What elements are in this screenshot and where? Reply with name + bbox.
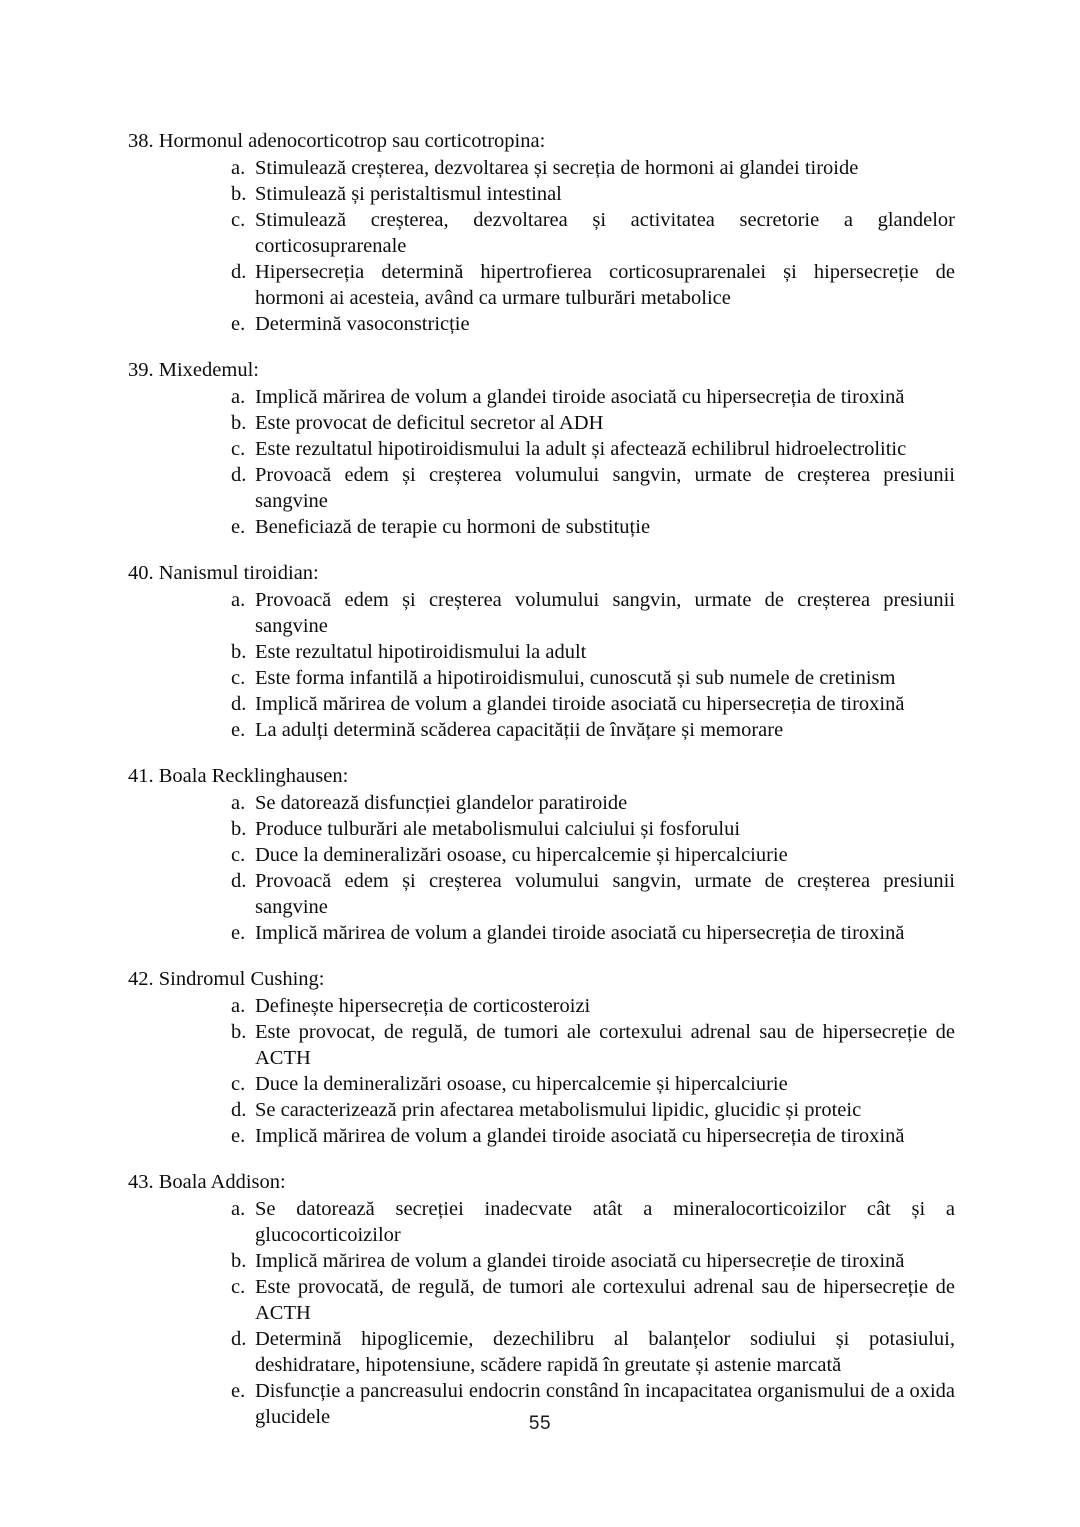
question-number: 40.	[128, 562, 154, 584]
question-number: 38.	[128, 130, 154, 152]
option-text: Determină hipoglicemie, dezechilibru al balanțelor sodiului și potasiului, deshidratare, hipotensiune, scădere rapidă în greutate și astenie marcată	[255, 1328, 955, 1376]
option-marker: d.	[231, 464, 247, 486]
answer-option[interactable]	[128, 993, 955, 1019]
question-block	[128, 763, 955, 946]
option-marker: b.	[231, 818, 247, 840]
option-text: Este provocat, de regulă, de tumori ale cortexului adrenal sau de hipersecreție de ACTH	[255, 1021, 955, 1069]
answer-option[interactable]	[128, 1097, 955, 1123]
answer-option[interactable]	[128, 790, 955, 816]
option-marker: e.	[231, 313, 246, 335]
question-text: Boala Recklinghausen:	[158, 765, 349, 787]
question-text: Nanismul tiroidian:	[158, 562, 319, 584]
option-marker: c.	[231, 1073, 246, 1095]
answer-options	[128, 384, 955, 540]
option-text: Determină vasoconstricție	[255, 313, 470, 335]
option-marker: d.	[231, 693, 247, 715]
question-number: 42.	[128, 968, 154, 990]
answer-option[interactable]	[128, 816, 955, 842]
answer-option[interactable]	[128, 1248, 955, 1274]
option-marker: a.	[231, 995, 246, 1017]
answer-option[interactable]	[128, 259, 955, 311]
option-text: Implică mărirea de volum a glandei tiroide asociată cu hipersecreția de tiroxină	[255, 1125, 905, 1147]
answer-option[interactable]	[128, 311, 955, 337]
question-stem	[128, 966, 955, 992]
option-marker: a.	[231, 157, 246, 179]
option-text: Implică mărirea de volum a glandei tiroide asociată cu hipersecreția de tiroxină	[255, 386, 905, 408]
option-text: Stimulează și peristaltismul intestinal	[255, 183, 562, 205]
answer-option[interactable]	[128, 868, 955, 920]
option-marker: b.	[231, 641, 247, 663]
question-text: Mixedemul:	[158, 359, 259, 381]
option-text: Definește hipersecreția de corticosteroizi	[255, 995, 591, 1017]
option-text: Implică mărirea de volum a glandei tiroide asociată cu hipersecreție de tiroxină	[255, 1250, 905, 1272]
answer-option[interactable]	[128, 920, 955, 946]
option-marker: e.	[231, 1380, 246, 1402]
option-text: Beneficiază de terapie cu hormoni de substituție	[255, 516, 651, 538]
option-marker: b.	[231, 1021, 247, 1043]
option-marker: e.	[231, 719, 246, 741]
option-marker: b.	[231, 183, 247, 205]
option-text: Este provocat de deficitul secretor al ADH	[255, 412, 604, 434]
answer-option[interactable]	[128, 842, 955, 868]
answer-option[interactable]	[128, 665, 955, 691]
option-text: Este provocată, de regulă, de tumori ale cortexului adrenal sau de hipersecreție de ACTH	[255, 1276, 955, 1324]
answer-option[interactable]	[128, 207, 955, 259]
option-marker: e.	[231, 516, 246, 538]
answer-option[interactable]	[128, 384, 955, 410]
option-marker: e.	[231, 922, 246, 944]
option-marker: c.	[231, 667, 246, 689]
option-text: Provoacă edem și creșterea volumului sangvin, urmate de creșterea presiunii sangvine	[255, 870, 955, 918]
answer-option[interactable]	[128, 410, 955, 436]
option-marker: c.	[231, 1276, 246, 1298]
option-text: Stimulează creșterea, dezvoltarea și activitatea secretorie a glandelor corticosuprarenale	[255, 209, 955, 257]
question-stem	[128, 560, 955, 586]
answer-options	[128, 1196, 955, 1430]
answer-option[interactable]	[128, 155, 955, 181]
question-stem	[128, 357, 955, 383]
answer-option[interactable]	[128, 181, 955, 207]
option-marker: c.	[231, 438, 246, 460]
question-block	[128, 357, 955, 540]
question-number: 39.	[128, 359, 154, 381]
option-text: Este forma infantilă a hipotiroidismului, cunoscută și sub numele de cretinism	[255, 667, 896, 689]
option-text: Duce la demineralizări osoase, cu hipercalcemie și hipercalciurie	[255, 844, 788, 866]
answer-option[interactable]	[128, 1274, 955, 1326]
option-marker: d.	[231, 1099, 247, 1121]
option-text: Produce tulburări ale metabolismului calciului și fosforului	[255, 818, 741, 840]
option-marker: e.	[231, 1125, 246, 1147]
answer-option[interactable]	[128, 514, 955, 540]
option-text: Provoacă edem și creșterea volumului sangvin, urmate de creșterea presiunii sangvine	[255, 589, 955, 637]
option-text: La adulți determină scăderea capacității de învățare și memorare	[255, 719, 784, 741]
option-marker: d.	[231, 1328, 247, 1350]
question-list	[128, 128, 955, 1430]
option-marker: a.	[231, 386, 246, 408]
question-block	[128, 966, 955, 1149]
option-text: Stimulează creșterea, dezvoltarea și secreția de hormoni ai glandei tiroide	[255, 157, 859, 179]
page-footer	[0, 1412, 1080, 1436]
option-text: Se datorează secreției inadecvate atât a mineralocorticoizilor cât și a glucocorticoizilor	[255, 1198, 955, 1246]
option-text: Este rezultatul hipotiroidismului la adult și afectează echilibrul hidroelectrolitic	[255, 438, 907, 460]
question-block	[128, 128, 955, 337]
answer-option[interactable]	[128, 462, 955, 514]
option-text: Se datorează disfuncției glandelor paratiroide	[255, 792, 628, 814]
option-marker: d.	[231, 870, 247, 892]
option-text: Implică mărirea de volum a glandei tiroide asociată cu hipersecreția de tiroxină	[255, 922, 905, 944]
question-text: Sindromul Cushing:	[158, 968, 325, 990]
answer-option[interactable]	[128, 1019, 955, 1071]
question-stem	[128, 1169, 955, 1195]
option-text: Se caracterizează prin afectarea metabolismului lipidic, glucidic și proteic	[255, 1099, 862, 1121]
answer-option[interactable]	[128, 1326, 955, 1378]
answer-options	[128, 587, 955, 743]
option-marker: a.	[231, 792, 246, 814]
answer-option[interactable]	[128, 639, 955, 665]
option-marker: a.	[231, 1198, 246, 1220]
option-marker: c.	[231, 844, 246, 866]
option-marker: a.	[231, 589, 246, 611]
question-stem	[128, 763, 955, 789]
answer-option[interactable]	[128, 436, 955, 462]
answer-option[interactable]	[128, 1196, 955, 1248]
question-block	[128, 1169, 955, 1430]
option-marker: b.	[231, 412, 247, 434]
option-text: Este rezultatul hipotiroidismului la adult	[255, 641, 587, 663]
answer-option[interactable]	[128, 1123, 955, 1149]
question-block	[128, 560, 955, 743]
question-number: 43.	[128, 1171, 154, 1193]
option-text: Implică mărirea de volum a glandei tiroide asociată cu hipersecreția de tiroxină	[255, 693, 905, 715]
answer-options	[128, 993, 955, 1149]
answer-options	[128, 790, 955, 946]
option-text: Duce la demineralizări osoase, cu hipercalcemie și hipercalciurie	[255, 1073, 788, 1095]
question-stem	[128, 128, 955, 154]
question-number: 41.	[128, 765, 154, 787]
option-text: Hipersecreția determină hipertrofierea corticosuprarenalei și hipersecreție de hormoni ai acesteia, având ca urmare tulburări metabolice	[255, 261, 955, 309]
answer-option[interactable]	[128, 717, 955, 743]
question-text: Boala Addison:	[158, 1171, 286, 1193]
option-text: Disfuncție a pancreasului endocrin constând în incapacitatea organismului de a oxida glucidele	[255, 1380, 955, 1428]
question-text: Hormonul adenocorticotrop sau corticotropina:	[158, 130, 546, 152]
answer-options	[128, 155, 955, 337]
page-number: 55	[528, 1413, 552, 1434]
option-text: Provoacă edem și creșterea volumului sangvin, urmate de creșterea presiunii sangvine	[255, 464, 955, 512]
answer-option[interactable]	[128, 691, 955, 717]
option-marker: d.	[231, 261, 247, 283]
option-marker: c.	[231, 209, 246, 231]
answer-option[interactable]	[128, 1071, 955, 1097]
option-marker: b.	[231, 1250, 247, 1272]
answer-option[interactable]	[128, 587, 955, 639]
